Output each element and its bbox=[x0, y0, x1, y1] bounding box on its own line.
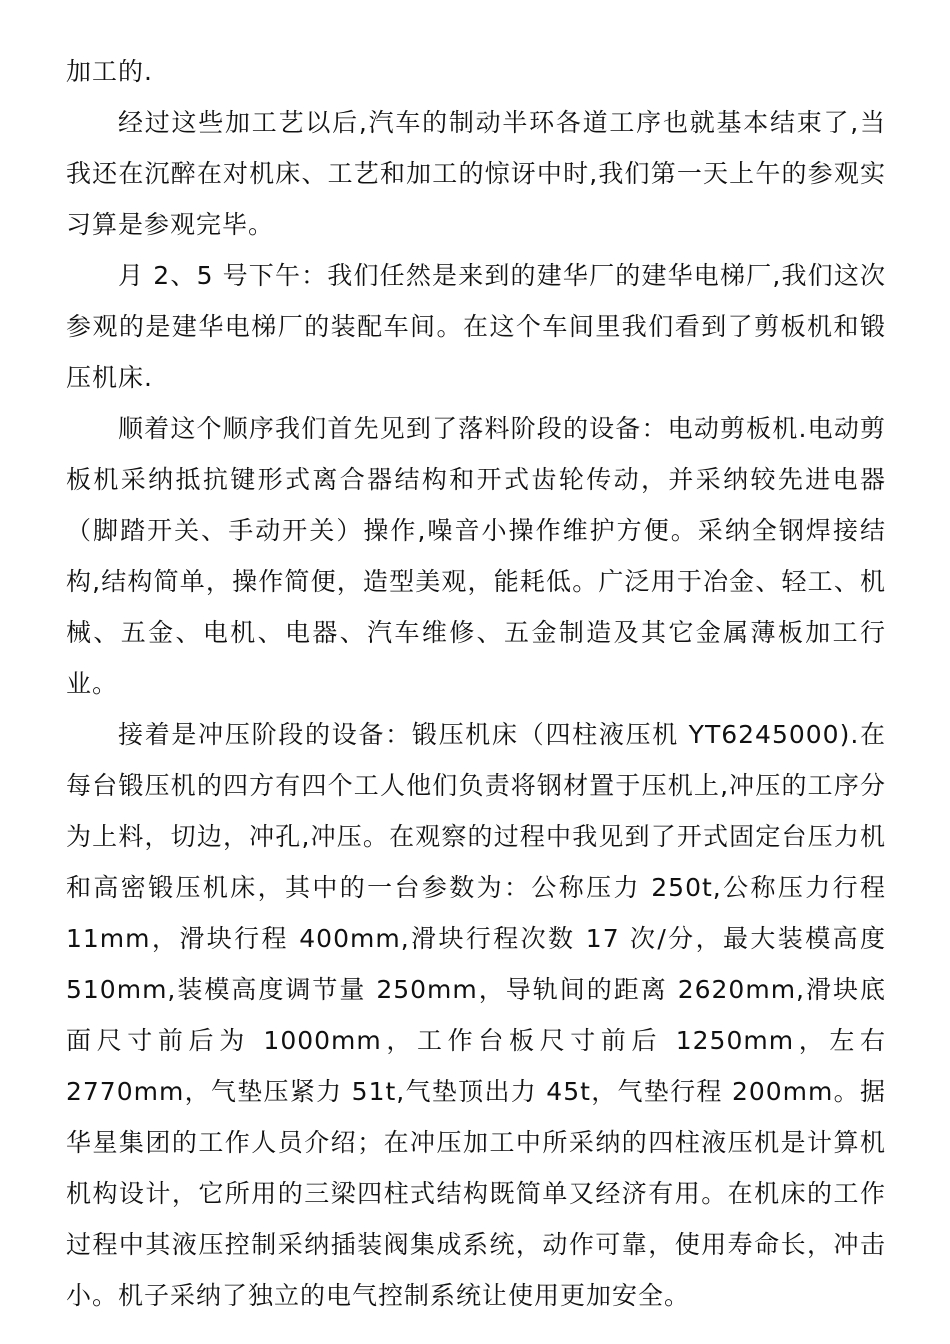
paragraph-afternoon-visit: 月 2、5 号下午：我们任然是来到的建华厂的建华电梯厂,我们这次参观的是建华电梯厂的装配车间。在这个车间里我们看到了剪板机和锻压机床. bbox=[66, 261, 886, 392]
paragraph-forging-press: 接着是冲压阶段的设备：锻压机床（四柱液压机 YT6245000).在每台锻压机的四方有四个工人他们负责将钢材置于压机上,冲压的工序分为上料，切边，冲孔,冲压。在观察的过程中我见到了开式固定台压力机和高密锻压机床，其中的一台参数为：公称压力 250t,公称压力行程 11mm，滑块行程 400mm,滑块行程次数 17 次/分，最大装模高度 510mm,装模高度调节量 250mm，导轨间的距离 2620mm,滑块底面尺寸前后为 1000mm，工作台板尺寸前后 1250mm，左右 2770mm，气垫压紧力 51t,气垫顶出力 45t，气垫行程 200mm。据华星集团的工作人员介绍；在冲压加工中所采纳的四柱液压机是计算机机构设计，它所用的三梁四柱式结构既简单又经济有用。在机床的工作过程中其液压控制采纳插装阀集成系统，动作可靠，使用寿命长，冲击小。机子采纳了独立的电气控制系统让使用更加安全。 bbox=[66, 720, 886, 1310]
paragraph-continued: 加工的. bbox=[66, 57, 153, 86]
paragraph-processing-end: 经过这些加工艺以后,汽车的制动半环各道工序也就基本结束了,当我还在沉醉在对机床、工艺和加工的惊讶中时,我们第一天上午的参观实习算是参观完毕。 bbox=[66, 108, 886, 239]
document-page bbox=[66, 46, 886, 1321]
paragraph-shearing-machine: 顺着这个顺序我们首先见到了落料阶段的设备：电动剪板机.电动剪板机采纳抵抗键形式离合器结构和开式齿轮传动，并采纳较先进电器（脚踏开关、手动开关）操作,噪音小操作维护方便。采纳全钢焊接结构,结构简单，操作简便，造型美观，能耗低。广泛用于冶金、轻工、机械、五金、电机、电器、汽车维修、五金制造及其它金属薄板加工行业。 bbox=[66, 414, 886, 698]
